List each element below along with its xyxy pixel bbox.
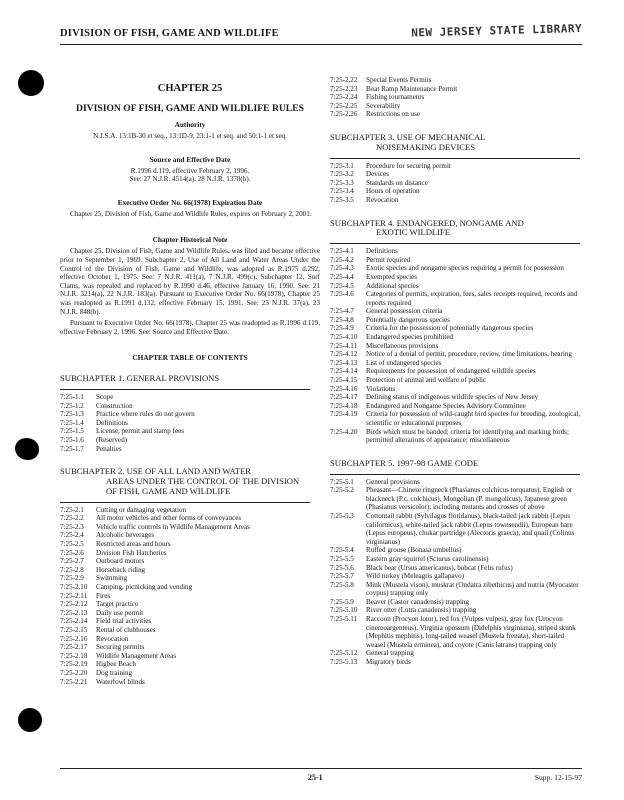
toc-entry — [60, 557, 320, 566]
subchapter-5-title: SUBCHAPTER 5. 1997-98 GAME CODE — [330, 457, 479, 468]
toc-entry-title: All motor vehicles and other forms of conveyances — [96, 514, 242, 523]
toc-entry — [330, 581, 582, 598]
toc-entry — [330, 179, 582, 188]
toc-entry — [60, 523, 320, 532]
toc-entry — [60, 514, 320, 523]
toc-entry-title: Endangered species prohibited — [366, 333, 454, 342]
toc-entry-title: Target practice — [96, 600, 139, 609]
toc-entry-number: 7:25-2.26 — [330, 110, 358, 119]
toc-entry — [330, 247, 582, 256]
toc-entry-title: Standards on distance — [366, 178, 428, 187]
toc-entry — [330, 282, 582, 291]
toc-entry-number: 7:25-4.1 — [330, 247, 354, 256]
supplement-date: Supp. 12-15-97 — [534, 773, 582, 782]
divider — [330, 158, 580, 159]
toc-entry-number: 7:25-5.7 — [330, 572, 354, 581]
toc-entry — [60, 600, 320, 609]
subchapter-2-list-continued — [330, 76, 582, 119]
toc-entry-number: 7:25-5.6 — [330, 563, 354, 572]
subchapter-5-list — [330, 478, 582, 667]
toc-entry-number: 7:25-4.19 — [330, 410, 358, 419]
toc-entry-number: 7:25-5.9 — [330, 597, 354, 606]
toc-entry — [330, 350, 582, 359]
toc-entry — [330, 376, 582, 385]
toc-entry-title: Potentially dangerous species — [366, 315, 450, 324]
toc-entry-title: Mink (Mustela vison), muskrat (Ondatra zibethicus) and nutria (Myocaster coypus) trapping only — [366, 580, 579, 598]
toc-entry-number: 7:25-5.2 — [330, 486, 354, 495]
divider — [330, 474, 580, 475]
toc-entry-number: 7:25-2.25 — [330, 101, 358, 110]
toc-entry-title: Division Fish Hatcheries — [96, 548, 167, 557]
toc-entry-title: Higbee Beach — [96, 660, 136, 669]
toc-entry-title: Wild turkey (Meleagris gallapavo) — [366, 572, 465, 581]
toc-entry-title: River otter (Lutra canadensis) trapping — [366, 606, 477, 615]
toc-entry-number: 7:25-4.5 — [330, 281, 354, 290]
toc-entry-number: 7:25-2.5 — [60, 540, 84, 549]
subchapter-4-title: SUBCHAPTER 4. ENDANGERED, NONGAME AND EXOTIC WILDLIFE — [330, 217, 524, 238]
punch-hole-middle — [15, 438, 39, 460]
toc-entry-number: 7:25-4.2 — [330, 255, 354, 264]
toc-entry-title: List of endangered species — [366, 358, 442, 367]
toc-entry — [60, 402, 320, 411]
subchapter-2-title: SUBCHAPTER 2. USE OF ALL LAND AND WATER AREAS UNDER THE CONTROL OF THE DIVISION OF FISH, GAME AND WILDLIFE — [60, 466, 300, 496]
toc-entry-number: 7:25-4.16 — [330, 384, 358, 393]
toc-entry-number: 7:25-2.1 — [60, 505, 84, 514]
toc-entry — [330, 93, 582, 102]
toc-entry — [60, 660, 320, 669]
toc-entry-title: Fires — [96, 591, 111, 600]
punch-hole-top — [18, 70, 44, 96]
toc-entry-number: 7:25-2.21 — [60, 677, 88, 686]
toc-entry-number: 7:25-4.18 — [330, 401, 358, 410]
toc-entry-title: Restricted areas and hours — [96, 540, 171, 549]
toc-entry — [60, 635, 320, 644]
toc-entry-title: Outboard motors — [96, 557, 145, 566]
toc-entry-title: Permit required — [366, 255, 411, 264]
toc-entry-title: Requirements for possession of endangered wildlife species — [366, 367, 536, 376]
toc-entry-number: 7:25-3.2 — [330, 170, 354, 179]
executive-order-text: Chapter 25, Division of Fish, Game and Wildlife Rules, expires on February 2, 2001. — [70, 209, 312, 218]
toc-entry-title: Vehicle traffic controls in Wildlife Management Areas — [96, 522, 250, 531]
toc-entry — [330, 324, 582, 333]
toc-entry — [330, 606, 582, 615]
toc-entry-number: 7:25-4.4 — [330, 272, 354, 281]
toc-entry — [60, 427, 320, 436]
toc-entry-number: 7:25-5.5 — [330, 554, 354, 563]
toc-entry — [330, 512, 582, 546]
toc-entry-title: License, permit and stamp fees — [96, 427, 185, 436]
toc-entry-title: General trapping — [366, 649, 414, 658]
toc-entry — [60, 669, 320, 678]
toc-entry-title: Raccoon (Procyon lotor), red fox (Vulpes vulpes), gray fox (Urocyon cinereoargenteus), Virginia opossum (Didelphis virginiana), striped skunk (Mephitis mephitis), long-tailed weasel (Mustela frenata), short-tailed weasel (Mustela erminea), and coyote (Canis latrans) trapping only — [366, 615, 576, 649]
historical-note-heading: Chapter Historical Note — [152, 235, 228, 245]
toc-entry-number: 7:25-2.18 — [60, 651, 88, 660]
toc-entry — [330, 102, 582, 111]
toc-entry-title: Additional species — [366, 281, 419, 290]
toc-entry-title: Criteria for possession of wild-caught bird species for breeding, zoological, scientific or educational purposes — [366, 410, 581, 427]
toc-entry — [60, 626, 320, 635]
page-number: 25-1 — [308, 773, 323, 782]
toc-entry — [330, 402, 582, 411]
toc-entry — [60, 566, 320, 575]
toc-entry-number: 7:25-4.11 — [330, 341, 358, 350]
historical-note-paragraph-1: Chapter 25, Division of Fish, Game and Wildlife Rules, was filed and became effective prior to September 1, 1969. Subchapter 2, Use of All Land and Water Areas Under the Control of the Division of Fish, Game and Wildlife, was adopted as R.1975 d.292, effective October 1, 1975. See: 7 N.J.R. 411(a), 7 N.J.R. 499(c). Subchapter 12, Surf Clams, was repealed and replaced by R.1990 d.46, effective January 16, 1990. See: 21 N.J.R. 3214(a), 22 N.J.R. 183(a). Pursuant to Executive Order No. 66(1978), Chapter 25 was readopted as R.1991 d.132, effective February 15, 1991. See: 23 N.J.R. 37(a), 23 N.J.R. 848(b). — [60, 247, 320, 316]
toc-entry-number: 7:25-5.3 — [330, 511, 354, 520]
toc-entry-number: 7:25-3.5 — [330, 195, 354, 204]
toc-entry-number: 7:25-4.10 — [330, 333, 358, 342]
toc-entry-number: 7:25-5.1 — [330, 477, 354, 486]
toc-entry-title: Exempted species — [366, 272, 418, 281]
toc-entry-number: 7:25-1.4 — [60, 418, 84, 427]
subchapter-3-list — [330, 162, 582, 205]
toc-entry-number: 7:25-2.20 — [60, 668, 88, 677]
toc-entry-number: 7:25-1.2 — [60, 401, 84, 410]
toc-entry — [330, 598, 582, 607]
toc-entry-number: 7:25-3.3 — [330, 178, 354, 187]
toc-entry-title: General possession criteria — [366, 307, 443, 316]
toc-entry — [330, 187, 582, 196]
toc-entry-title: Dog training — [96, 668, 133, 677]
toc-entry-title: General provisions — [366, 477, 420, 486]
toc-entry-title: Alcoholic beverages — [96, 531, 155, 540]
toc-entry-title: Protection of animal and welfare of public — [366, 376, 487, 385]
toc-entry — [60, 506, 320, 515]
toc-entry — [330, 359, 582, 368]
toc-entry-title: Rental of clubhouses — [96, 625, 156, 634]
toc-entry — [330, 316, 582, 325]
toc-entry-title: Endangered and Nongame Species Advisory Committee — [366, 401, 526, 410]
running-header — [60, 22, 582, 45]
divider — [60, 502, 310, 503]
toc-entry-title: Scope — [96, 393, 114, 402]
toc-entry-number: 7:25-2.14 — [60, 617, 88, 626]
toc-entry-number: 7:25-2.23 — [330, 84, 358, 93]
toc-entry-title: Notice of a denial of permit, procedure, review, time limitations, hearing — [366, 350, 572, 359]
toc-entry — [330, 572, 582, 581]
toc-entry — [60, 410, 320, 419]
toc-entry — [330, 342, 582, 351]
toc-entry-number: 7:25-3.4 — [330, 187, 354, 196]
toc-entry-title: Categories of permits, expiration, fees, sales receipts required, records and reports required — [366, 290, 578, 307]
toc-entry-number: 7:25-4.15 — [330, 376, 358, 385]
toc-entry — [60, 419, 320, 428]
toc-entry — [330, 110, 582, 119]
toc-entry — [60, 445, 320, 454]
toc-entry-title: Defining status of indigenous wildlife species of New Jersey — [366, 393, 539, 402]
punch-hole-bottom — [18, 708, 42, 732]
toc-entry — [60, 617, 320, 626]
toc-entry-number: 7:25-3.1 — [330, 161, 354, 170]
toc-entry-title: Black bear (Ursus americanus), bobcat (Felis rufus) — [366, 563, 513, 572]
toc-entry-title: Cottontail rabbit (Sylvilagus floridanus), black-tailed jack rabbit (Lepus californicus), white-tailed jack rabbit (Lepus townsendii), European hare (Lepus europeus), chukar partridge (Alectoris graeca), and quail (Colinus virginianus) — [366, 511, 575, 546]
toc-entry — [330, 333, 582, 342]
toc-entry-title: Procedure for securing permit — [366, 161, 451, 170]
toc-entry-number: 7:25-5.8 — [330, 580, 354, 589]
toc-entry-title: Horseback riding — [96, 565, 146, 574]
toc-entry — [60, 652, 320, 661]
toc-entry-title: Revocation — [366, 195, 399, 204]
toc-entry-number: 7:25-4.13 — [330, 358, 358, 367]
toc-entry-title: Construction — [96, 401, 133, 410]
toc-entry-number: 7:25-2.4 — [60, 531, 84, 540]
subchapter-2-list — [60, 506, 320, 686]
toc-entry — [330, 196, 582, 205]
toc-entry-number: 7:25-2.22 — [330, 76, 358, 84]
toc-entry-title: Securing permits — [96, 643, 145, 652]
toc-entry-title: Camping, picnicking and vending — [96, 583, 193, 591]
toc-entry-number: 7:25-5.11 — [330, 615, 358, 624]
toc-entry-number: 7:25-2.16 — [60, 634, 88, 643]
toc-entry-title: Penalties — [96, 444, 122, 453]
toc-entry-number: 7:25-4.17 — [330, 393, 358, 402]
toc-entry-number: 7:25-2.6 — [60, 548, 84, 557]
toc-entry — [330, 367, 582, 376]
library-stamp: NEW JERSEY STATE LIBRARY — [411, 22, 583, 40]
toc-entry — [60, 583, 320, 592]
toc-entry-number: 7:25-5.10 — [330, 606, 358, 615]
toc-entry — [330, 410, 582, 427]
toc-entry-number: 7:25-2.10 — [60, 583, 88, 591]
toc-entry — [330, 162, 582, 171]
toc-entry-number: 7:25-5.12 — [330, 649, 358, 658]
toc-entry-number: 7:25-4.3 — [330, 264, 354, 273]
toc-entry-number: 7:25-5.13 — [330, 658, 358, 667]
toc-entry — [330, 256, 582, 265]
toc-entry-title: Daily use permit — [96, 608, 144, 617]
toc-entry-number: 7:25-2.12 — [60, 600, 88, 609]
toc-entry-title: Restrictions on use — [366, 110, 420, 119]
toc-entry-title: Definitions — [96, 418, 128, 427]
toc-entry — [330, 658, 582, 667]
toc-entry-number: 7:25-2.8 — [60, 565, 84, 574]
toc-entry-title: Definitions — [366, 247, 398, 256]
toc-entry-number: 7:25-2.7 — [60, 557, 84, 566]
toc-entry-number: 7:25-1.6 — [60, 436, 84, 445]
toc-entry-number: 7:25-4.6 — [330, 290, 354, 299]
toc-entry-title: Revocation — [96, 634, 129, 643]
toc-entry-number: 7:25-1.1 — [60, 393, 84, 402]
toc-entry-number: 7:25-4.8 — [330, 315, 354, 324]
toc-entry — [60, 592, 320, 601]
toc-entry-number: 7:25-2.13 — [60, 608, 88, 617]
toc-entry-number: 7:25-4.7 — [330, 307, 354, 316]
toc-entry-number: 7:25-2.24 — [330, 93, 358, 102]
toc-entry — [330, 615, 582, 649]
toc-entry — [330, 264, 582, 273]
toc-entry — [330, 170, 582, 179]
toc-entry-title: Eastern gray squirrel (Sciurus carolinensis) — [366, 554, 489, 563]
left-column — [60, 76, 320, 686]
executive-order-heading: Executive Order No. 66(1978) Expiration Date — [117, 197, 263, 207]
toc-entry-title: Migratory birds — [366, 658, 411, 667]
toc-entry-number: 7:25-2.15 — [60, 625, 88, 634]
source-line-1: R.1996 d.119, effective February 2, 1996. — [130, 166, 250, 175]
toc-entry-title: Severability — [366, 101, 401, 110]
toc-entry-title: Criteria for the possession of potentially dangerous species — [366, 324, 534, 333]
toc-entry-number: 7:25-1.7 — [60, 444, 84, 453]
divider — [330, 243, 580, 244]
toc-entry-number: 7:25-4.20 — [330, 427, 358, 436]
page-footer — [60, 768, 582, 783]
toc-entry — [60, 609, 320, 618]
toc-entry — [330, 307, 582, 316]
toc-entry — [60, 436, 320, 445]
toc-entry-title: Special Events Permits — [366, 76, 432, 84]
toc-entry — [330, 393, 582, 402]
subchapter-3-title: SUBCHAPTER 3. USE OF MECHANICAL NOISEMAKING DEVICES — [330, 131, 486, 152]
source-heading: Source and Effective Date — [149, 154, 231, 164]
toc-entry-number: 7:25-2.3 — [60, 522, 84, 531]
authority-heading: Authority — [174, 120, 206, 129]
toc-entry-title: Waterfowl blinds — [96, 677, 145, 686]
toc-entry-title: Pheasant—Chinese ringneck (Phasianus colchicus torquatus), English or blackneck (P.c. colchicus), Mongolian (P. mongolicus), Japanese green (Phasianus versicolor); including mutants and crosses of above — [366, 486, 573, 512]
divider — [60, 389, 310, 390]
toc-entry — [60, 549, 320, 558]
chapter-number: CHAPTER 25 — [157, 83, 223, 94]
toc-entry-number: 7:25-2.2 — [60, 514, 84, 523]
toc-entry-title: (Reserved) — [96, 436, 128, 445]
subchapter-1-title: SUBCHAPTER 1. GENERAL PROVISIONS — [60, 373, 220, 384]
toc-entry — [330, 486, 582, 512]
toc-entry — [60, 643, 320, 652]
toc-entry-number: 7:25-2.19 — [60, 660, 88, 669]
toc-entry-title: Practice where rules do not govern — [96, 410, 195, 419]
toc-entry-number: 7:25-2.9 — [60, 574, 84, 583]
toc-entry-title: Ruffed grouse (Bonasa umbellus) — [366, 546, 462, 555]
toc-entry — [330, 385, 582, 394]
toc-entry — [330, 290, 582, 307]
toc-entry-number: 7:25-5.4 — [330, 546, 354, 555]
toc-entry — [60, 393, 320, 402]
toc-entry — [330, 555, 582, 564]
subchapter-1-list — [60, 393, 320, 453]
toc-entry — [60, 531, 320, 540]
toc-entry — [330, 478, 582, 487]
toc-entry — [60, 678, 320, 687]
toc-entry-number: 7:25-4.14 — [330, 367, 358, 376]
table-of-contents-heading: CHAPTER TABLE OF CONTENTS — [132, 353, 248, 363]
toc-entry — [330, 273, 582, 282]
toc-entry-number: 7:25-2.11 — [60, 591, 88, 600]
toc-entry-number: 7:25-1.5 — [60, 427, 84, 436]
source-line-2: See: 27 N.J.R. 4514(a), 28 N.J.R. 1378(b). — [129, 175, 251, 184]
toc-entry-title: Beaver (Castor canadensis) trapping — [366, 597, 470, 606]
toc-entry-title: Devices — [366, 170, 389, 179]
authority-text: N.J.S.A. 13:1B-30 et seq., 13:1D-9, 23:1-1 et seq. and 50:1-1 et seq. — [93, 132, 287, 140]
historical-note-paragraph-2: Pursuant to Executive Order No. 66(1978), Chapter 25 was readopted as R.1996 d.119, effective February 2, 1996. See: Source and Effective Date. — [60, 319, 320, 336]
toc-entry — [330, 85, 582, 94]
toc-entry — [60, 574, 320, 583]
right-column — [330, 76, 582, 667]
toc-entry — [330, 428, 582, 445]
toc-entry-title: Exotic species and nongame species requiring a permit for possession — [366, 264, 564, 273]
toc-entry — [330, 546, 582, 555]
toc-entry — [330, 76, 582, 85]
division-heading: DIVISION OF FISH, GAME AND WILDLIFE — [60, 28, 279, 39]
toc-entry-title: Field trial activities — [96, 617, 152, 626]
toc-entry-title: Cutting or damaging vegetation — [96, 505, 187, 514]
chapter-title: DIVISION OF FISH, GAME AND WILDLIFE RULES — [76, 103, 304, 114]
toc-entry-title: Violations — [366, 384, 396, 393]
toc-entry-title: Fishing tournaments — [366, 93, 425, 102]
toc-entry — [330, 564, 582, 573]
toc-entry-title: Miscellaneous provisions — [366, 341, 439, 350]
toc-entry-number: 7:25-4.9 — [330, 324, 354, 333]
toc-entry-title: Wildlife Management Areas — [96, 651, 177, 660]
toc-entry-number: 7:25-2.17 — [60, 643, 88, 652]
toc-entry-title: Boat Ramp Maintenance Permit — [366, 84, 458, 93]
subchapter-4-list — [330, 247, 582, 445]
toc-entry-title: Swimming — [96, 574, 128, 583]
toc-entry — [330, 649, 582, 658]
toc-entry-title: Birds which must be banded; criteria for identifying and marking birds; permitted alterations of appearance; miscellaneous — [366, 427, 569, 445]
toc-entry-number: 7:25-1.3 — [60, 410, 84, 419]
toc-entry-number: 7:25-4.12 — [330, 350, 358, 359]
toc-entry — [60, 540, 320, 549]
toc-entry-title: Hours of operation — [366, 187, 420, 196]
